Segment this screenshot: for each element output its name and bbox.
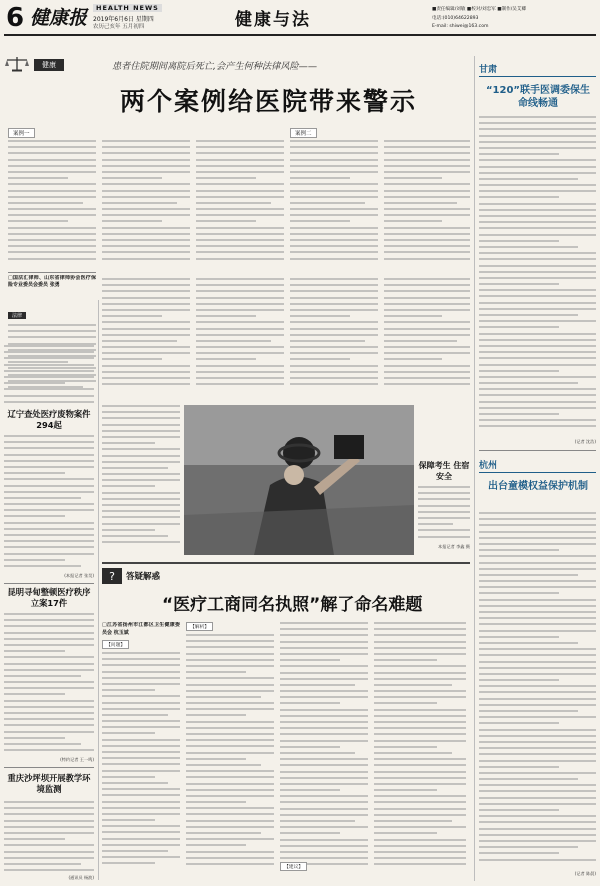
analysis-tag: 【解析】 xyxy=(186,622,213,631)
photo-caption-text xyxy=(418,486,470,542)
author-byline: □国法汇律师、山东省律师协会医疗保险专业委员会委员 张勇 xyxy=(8,275,96,288)
bottom-col-2 xyxy=(186,634,274,878)
right-column-rule xyxy=(474,56,475,881)
item3-credit: (通讯员 杨波) xyxy=(68,875,94,880)
bottom-col-1 xyxy=(102,652,180,878)
right-item1-body xyxy=(479,116,596,438)
item3-title: 重庆沙坪坝开展教学环境监测 xyxy=(7,773,91,794)
lead-continuation-right xyxy=(290,230,291,231)
lead-continuation-left xyxy=(102,405,180,555)
item2-body xyxy=(4,613,94,757)
bottom-headline: “医疗工商同名执照”解了命名难题 xyxy=(162,595,423,615)
city-tag-2: 杭州 xyxy=(479,461,498,471)
date-line: 2019年6月6日 星期四 xyxy=(93,16,154,23)
left-column-rule xyxy=(98,300,99,880)
byline-rule xyxy=(8,272,96,273)
question-tag: 【问题】 xyxy=(102,640,129,649)
right-column xyxy=(479,56,596,881)
contact-line: ■责任编辑/刘敏 ■校对/刘忠军 ■制作/吴艾卿 xyxy=(432,7,527,12)
photo-credit: 本报记者 李鑫 摄 xyxy=(438,544,470,549)
case1-body xyxy=(8,140,96,268)
right-divider xyxy=(479,450,596,451)
city-rule-1 xyxy=(479,76,596,77)
case1-tag: 案例一 xyxy=(8,128,35,138)
headline: 两个案例给医院带来警示 xyxy=(120,87,418,116)
right-item2-body xyxy=(479,512,596,872)
item1-credit: (本报记者 张昊) xyxy=(64,573,94,578)
analysis-col-1 xyxy=(102,278,190,396)
right-item1-credit: (记者 沈浩) xyxy=(574,439,596,444)
section-name: 健康与法 xyxy=(235,10,311,30)
bottom-col-4 xyxy=(374,622,466,878)
deck: 患者住院期间离院后死亡,会产生何种法律风险—— xyxy=(112,61,318,72)
analysis-col-4 xyxy=(384,278,470,396)
photo-illustration xyxy=(184,405,414,555)
item-divider-1 xyxy=(4,583,94,584)
svg-text:?: ? xyxy=(109,570,115,583)
scales-icon xyxy=(4,56,30,72)
item1-title: “120”联手医调委保生命线畅通 xyxy=(485,85,591,109)
bottom-tag: 答疑解惑 xyxy=(126,572,161,582)
bottom-story-rule xyxy=(102,562,470,564)
right-item2-credit: (记者 陈晨) xyxy=(574,871,596,876)
case1-body-2 xyxy=(102,140,190,268)
page-number: 6 xyxy=(6,3,25,33)
analysis-col-2 xyxy=(196,278,284,396)
paper-en-name: HEALTH NEWS xyxy=(93,4,162,12)
city-tag-1: 甘肃 xyxy=(479,65,498,75)
bottom-col-3 xyxy=(280,622,368,878)
item3-body xyxy=(4,801,94,875)
case1-body-3 xyxy=(196,140,284,268)
photo-caption xyxy=(418,460,470,556)
masthead-rule xyxy=(4,34,596,36)
photo-caption-title: 保障考生 住宿安全 xyxy=(418,461,470,481)
bottom-byline: □江苏省扬州市江都区卫生健康委员会 杭玉斌 xyxy=(102,622,180,636)
email-line: E-mail: shiwei@163.com xyxy=(432,24,489,29)
item2-title: 出台童模权益保护机制 xyxy=(488,481,588,492)
left-column xyxy=(4,345,94,885)
section-tag: 健康 xyxy=(34,59,64,71)
item1-body xyxy=(4,435,94,573)
item2-credit: (特约记者 王一鸣) xyxy=(60,757,94,762)
news-photo xyxy=(184,405,414,555)
case2-tag: 案例二 xyxy=(290,128,317,138)
left-intro-text xyxy=(4,345,94,405)
phone-line: 电话:(010)64622893 xyxy=(432,16,479,21)
suggest-tag: 【建议】 xyxy=(280,862,307,871)
question-icon xyxy=(102,568,122,584)
law-tag: 法律 xyxy=(8,312,26,319)
masthead xyxy=(0,0,600,46)
case2-body xyxy=(290,140,378,268)
city-rule-2 xyxy=(479,472,596,473)
item2-title: 昆明寻甸整顿医疗秩序立案17件 xyxy=(7,587,91,608)
item-divider-2 xyxy=(4,767,94,768)
paper-name: 健康报 xyxy=(30,7,88,29)
case2-body-2 xyxy=(384,140,470,268)
bottom-story xyxy=(102,566,470,882)
lunar-date: 农历己亥年 五月初四 xyxy=(93,24,145,30)
analysis-col-3 xyxy=(290,278,378,396)
item1-title: 辽宁查处医疗废物案件294起 xyxy=(7,409,91,430)
